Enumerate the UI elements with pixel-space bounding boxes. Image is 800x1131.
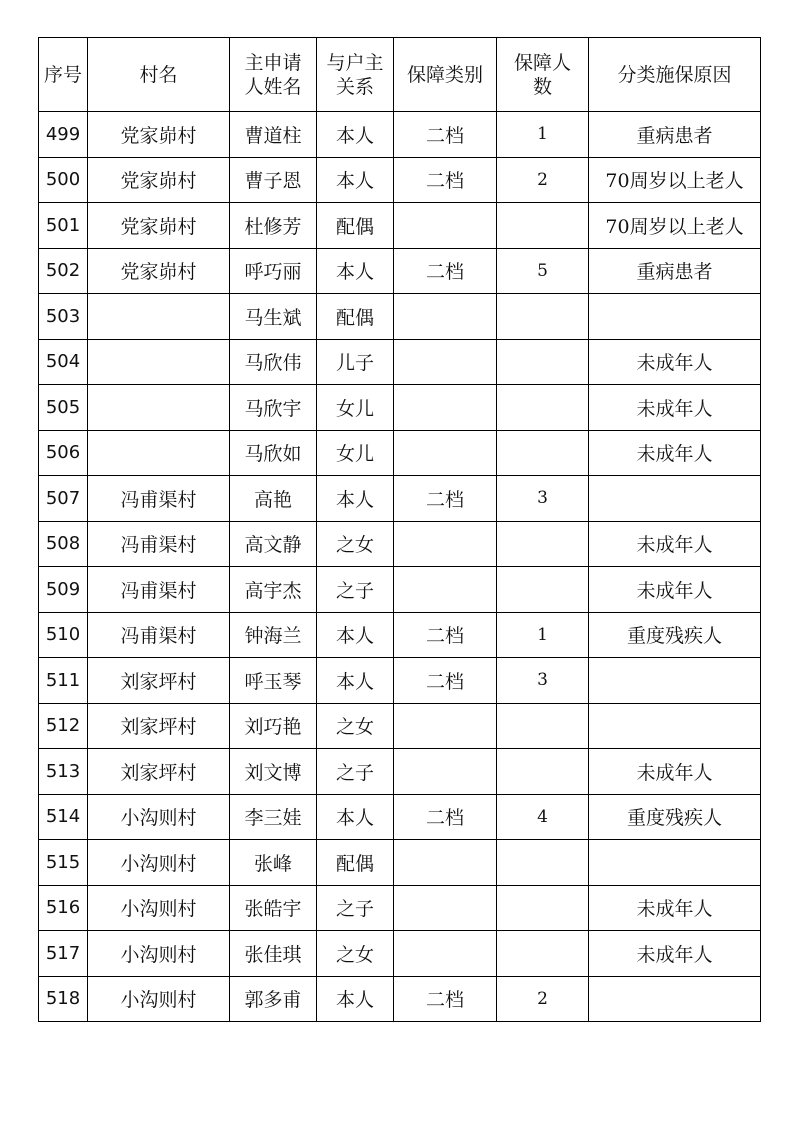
cell-category: 二档 xyxy=(394,157,497,203)
cell-reason: 重度残疾人 xyxy=(589,794,761,840)
cell-seq: 505 xyxy=(39,385,88,431)
cell-village: 刘家坪村 xyxy=(88,703,230,749)
cell-count xyxy=(497,339,589,385)
table-row xyxy=(39,567,761,613)
cell-count: 2 xyxy=(497,976,589,1022)
cell-reason xyxy=(589,658,761,704)
cell-category xyxy=(394,567,497,613)
cell-category: 二档 xyxy=(394,794,497,840)
cell-village: 小沟则村 xyxy=(88,794,230,840)
cell-category xyxy=(394,385,497,431)
cell-village: 冯甫渠村 xyxy=(88,521,230,567)
cell-village: 党家峁村 xyxy=(88,157,230,203)
cell-relation: 本人 xyxy=(317,476,394,522)
cell-count xyxy=(497,203,589,249)
cell-seq: 507 xyxy=(39,476,88,522)
cell-category xyxy=(394,203,497,249)
cell-seq: 499 xyxy=(39,112,88,158)
cell-category xyxy=(394,521,497,567)
cell-applicant-name: 高艳 xyxy=(230,476,317,522)
cell-applicant-name: 张佳琪 xyxy=(230,931,317,977)
table-row xyxy=(39,430,761,476)
table-row xyxy=(39,840,761,886)
cell-reason: 重病患者 xyxy=(589,112,761,158)
cell-relation: 配偶 xyxy=(317,203,394,249)
cell-category: 二档 xyxy=(394,112,497,158)
cell-applicant-name: 马生斌 xyxy=(230,294,317,340)
cell-relation: 本人 xyxy=(317,157,394,203)
header-row xyxy=(39,38,761,112)
cell-relation: 本人 xyxy=(317,794,394,840)
cell-applicant-name: 张皓宇 xyxy=(230,885,317,931)
cell-count xyxy=(497,840,589,886)
table-row xyxy=(39,612,761,658)
cell-reason xyxy=(589,476,761,522)
cell-seq: 500 xyxy=(39,157,88,203)
cell-applicant-name: 高宇杰 xyxy=(230,567,317,613)
table-row xyxy=(39,157,761,203)
cell-relation: 配偶 xyxy=(317,840,394,886)
cell-village: 冯甫渠村 xyxy=(88,567,230,613)
table-row xyxy=(39,294,761,340)
cell-count xyxy=(497,521,589,567)
cell-reason: 重度残疾人 xyxy=(589,612,761,658)
cell-seq: 512 xyxy=(39,703,88,749)
cell-count: 1 xyxy=(497,612,589,658)
cell-reason xyxy=(589,840,761,886)
cell-relation: 配偶 xyxy=(317,294,394,340)
cell-count xyxy=(497,385,589,431)
cell-village xyxy=(88,294,230,340)
cell-applicant-name: 马欣伟 xyxy=(230,339,317,385)
cell-category xyxy=(394,931,497,977)
cell-reason xyxy=(589,703,761,749)
cell-reason: 未成年人 xyxy=(589,430,761,476)
cell-applicant-name: 马欣宇 xyxy=(230,385,317,431)
cell-village: 小沟则村 xyxy=(88,931,230,977)
cell-seq: 509 xyxy=(39,567,88,613)
cell-seq: 503 xyxy=(39,294,88,340)
cell-category xyxy=(394,885,497,931)
cell-relation: 本人 xyxy=(317,658,394,704)
cell-applicant-name: 李三娃 xyxy=(230,794,317,840)
table-row xyxy=(39,703,761,749)
cell-category: 二档 xyxy=(394,612,497,658)
cell-relation: 本人 xyxy=(317,248,394,294)
cell-category: 二档 xyxy=(394,476,497,522)
cell-count xyxy=(497,749,589,795)
cell-count xyxy=(497,703,589,749)
header-seq: 序号 xyxy=(39,38,88,112)
cell-count xyxy=(497,567,589,613)
cell-reason xyxy=(589,294,761,340)
cell-relation: 之女 xyxy=(317,521,394,567)
cell-applicant-name: 曹子恩 xyxy=(230,157,317,203)
cell-village: 刘家坪村 xyxy=(88,658,230,704)
header-reason: 分类施保原因 xyxy=(589,38,761,112)
table-row xyxy=(39,658,761,704)
cell-applicant-name: 呼巧丽 xyxy=(230,248,317,294)
cell-village xyxy=(88,430,230,476)
cell-seq: 504 xyxy=(39,339,88,385)
cell-relation: 儿子 xyxy=(317,339,394,385)
header-count: 保障人数 xyxy=(497,38,589,112)
cell-reason: 未成年人 xyxy=(589,931,761,977)
cell-village: 冯甫渠村 xyxy=(88,612,230,658)
cell-relation: 本人 xyxy=(317,976,394,1022)
cell-relation: 之女 xyxy=(317,703,394,749)
cell-relation: 之子 xyxy=(317,885,394,931)
cell-reason: 重病患者 xyxy=(589,248,761,294)
cell-applicant-name: 呼玉琴 xyxy=(230,658,317,704)
cell-seq: 502 xyxy=(39,248,88,294)
cell-village: 小沟则村 xyxy=(88,840,230,886)
cell-seq: 510 xyxy=(39,612,88,658)
cell-village: 小沟则村 xyxy=(88,976,230,1022)
cell-category xyxy=(394,840,497,886)
table-row xyxy=(39,112,761,158)
cell-reason: 70周岁以上老人 xyxy=(589,157,761,203)
cell-seq: 508 xyxy=(39,521,88,567)
cell-category xyxy=(394,703,497,749)
cell-village: 党家峁村 xyxy=(88,112,230,158)
cell-category xyxy=(394,749,497,795)
cell-count xyxy=(497,885,589,931)
cell-category xyxy=(394,294,497,340)
cell-count: 1 xyxy=(497,112,589,158)
cell-seq: 511 xyxy=(39,658,88,704)
table-row xyxy=(39,248,761,294)
table-row xyxy=(39,203,761,249)
cell-count: 3 xyxy=(497,658,589,704)
table-row xyxy=(39,521,761,567)
cell-seq: 517 xyxy=(39,931,88,977)
cell-category: 二档 xyxy=(394,976,497,1022)
header-village: 村名 xyxy=(88,38,230,112)
cell-relation: 之子 xyxy=(317,567,394,613)
cell-relation: 女儿 xyxy=(317,385,394,431)
cell-applicant-name: 郭多甫 xyxy=(230,976,317,1022)
header-relation: 与户主关系 xyxy=(317,38,394,112)
assistance-table xyxy=(38,37,761,1022)
cell-seq: 501 xyxy=(39,203,88,249)
cell-relation: 之子 xyxy=(317,749,394,795)
cell-village: 冯甫渠村 xyxy=(88,476,230,522)
cell-applicant-name: 杜修芳 xyxy=(230,203,317,249)
cell-relation: 本人 xyxy=(317,612,394,658)
cell-reason xyxy=(589,976,761,1022)
cell-count xyxy=(497,430,589,476)
cell-category xyxy=(394,430,497,476)
cell-seq: 514 xyxy=(39,794,88,840)
cell-village xyxy=(88,385,230,431)
cell-count xyxy=(497,931,589,977)
header-applicant: 主申请人姓名 xyxy=(230,38,317,112)
cell-village: 刘家坪村 xyxy=(88,749,230,795)
cell-village: 党家峁村 xyxy=(88,248,230,294)
cell-reason: 未成年人 xyxy=(589,521,761,567)
cell-seq: 513 xyxy=(39,749,88,795)
cell-seq: 516 xyxy=(39,885,88,931)
cell-reason: 未成年人 xyxy=(589,567,761,613)
table-row xyxy=(39,931,761,977)
cell-applicant-name: 张峰 xyxy=(230,840,317,886)
cell-applicant-name: 刘巧艳 xyxy=(230,703,317,749)
cell-applicant-name: 钟海兰 xyxy=(230,612,317,658)
cell-category xyxy=(394,339,497,385)
cell-category: 二档 xyxy=(394,248,497,294)
cell-count: 3 xyxy=(497,476,589,522)
cell-village: 党家峁村 xyxy=(88,203,230,249)
cell-seq: 506 xyxy=(39,430,88,476)
cell-applicant-name: 高文静 xyxy=(230,521,317,567)
table-row xyxy=(39,476,761,522)
cell-reason: 未成年人 xyxy=(589,339,761,385)
cell-applicant-name: 马欣如 xyxy=(230,430,317,476)
table-row xyxy=(39,385,761,431)
cell-count: 2 xyxy=(497,157,589,203)
cell-reason: 未成年人 xyxy=(589,385,761,431)
cell-applicant-name: 曹道柱 xyxy=(230,112,317,158)
table-row xyxy=(39,749,761,795)
cell-relation: 之女 xyxy=(317,931,394,977)
cell-reason: 未成年人 xyxy=(589,749,761,795)
cell-village: 小沟则村 xyxy=(88,885,230,931)
cell-applicant-name: 刘文博 xyxy=(230,749,317,795)
cell-category: 二档 xyxy=(394,658,497,704)
cell-count xyxy=(497,294,589,340)
cell-count: 4 xyxy=(497,794,589,840)
cell-reason: 未成年人 xyxy=(589,885,761,931)
cell-reason: 70周岁以上老人 xyxy=(589,203,761,249)
cell-village xyxy=(88,339,230,385)
cell-count: 5 xyxy=(497,248,589,294)
cell-seq: 515 xyxy=(39,840,88,886)
table-row xyxy=(39,885,761,931)
table-row xyxy=(39,339,761,385)
header-category: 保障类别 xyxy=(394,38,497,112)
cell-relation: 本人 xyxy=(317,112,394,158)
cell-seq: 518 xyxy=(39,976,88,1022)
table-row xyxy=(39,794,761,840)
table-row xyxy=(39,976,761,1022)
cell-relation: 女儿 xyxy=(317,430,394,476)
table-body xyxy=(39,112,761,1022)
